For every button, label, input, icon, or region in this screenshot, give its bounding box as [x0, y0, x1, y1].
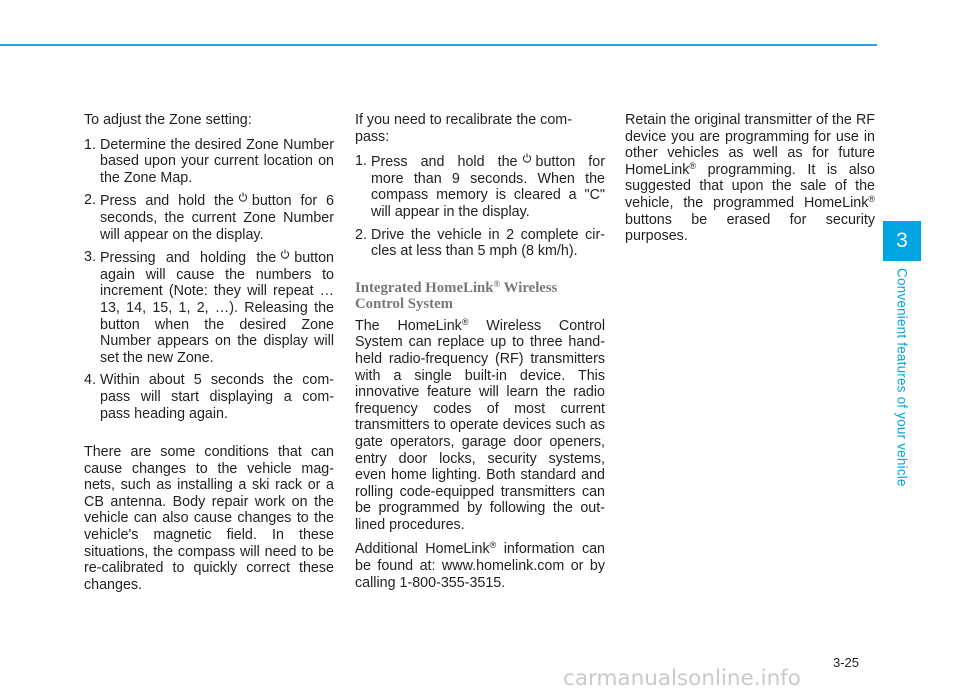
list-item: 4. Within about 5 seconds the com- pass will start displaying a com- pass heading again. [84, 372, 334, 422]
homelink-section-heading: Integrated HomeLink® Wireless Control System [355, 278, 558, 312]
zone-steps-list [84, 137, 334, 423]
retain-transmitter-paragraph: Retain the original transmitter of the RF device you are programming for use in other vehicles as well as for future HomeLink® programming. It is also suggested that upon the sale of the vehicle, the programmed HomeLink® buttons be erased for security purposes. [625, 112, 875, 245]
watermark: carmanualsonline.info [563, 666, 801, 691]
chapter-number: 3 [896, 229, 908, 252]
recalibrate-intro: If you need to recalibrate the com- pass: [355, 112, 572, 145]
chapter-title: Convenient features of your vehicle [894, 268, 910, 487]
chapter-number-tab [883, 221, 921, 261]
text-column-2 [355, 112, 605, 599]
text-column-1 [84, 112, 334, 601]
list-item: 1. Press and hold the button for more than 9 seconds. When the compass memory is cleared a "C" will appear in the display. [355, 153, 605, 220]
page-number: 3-25 [833, 655, 860, 670]
list-item: 2. Drive the vehicle in 2 complete cir- cles at less than 5 mph (8 km/h). [355, 226, 605, 260]
list-item: 1. Determine the desired Zone Number based upon your current location on the Zone Map. [84, 136, 334, 186]
homelink-description-paragraph: The HomeLink® Wireless Control System can replace up to three hand-held radio-frequency (RF) transmitters with a single built-in device. This innovative feature will learn the radio frequency codes of most current transmitters to operate devices such as gate operators, garage door openers, entry door locks, security systems, even home lighting. Both standard and rolling code-equipped transmitters can be programmed by following the out- lined procedures. [355, 316, 605, 533]
chapter-title-sidebar [883, 268, 921, 498]
magnetic-conditions-paragraph: There are some conditions that can cause changes to the vehicle mag- nets, such as installing a ski rack or a CB antenna. Body repair work on the vehicle can also cause changes to the vehicle's magnetic field. In these situations, the compass will need to be re-calibrated to quickly correct these changes. [84, 444, 334, 593]
list-item: 2. Press and hold the button for 6 seconds, the current Zone Number will appear on the display. [84, 192, 334, 243]
power-button-icon [280, 249, 290, 259]
list-item: 3. Pressing and holding the button again will cause the numbers to increment (Note: they will repeat …13, 14, 15, 1, 2, …). Releasing the button when the desired Zone Number appears on the display will set the new Zone. [84, 249, 334, 366]
zone-intro: To adjust the Zone setting: [84, 112, 252, 128]
power-button-icon [522, 153, 532, 163]
header-rule [0, 44, 877, 46]
power-button-icon [238, 192, 248, 202]
recalibrate-steps-list [355, 153, 605, 260]
homelink-contact-paragraph: Additional HomeLink® information can be found at: www.homelink.com or by calling 1-800-355-3515. [355, 540, 605, 591]
text-column-3 [625, 112, 875, 253]
